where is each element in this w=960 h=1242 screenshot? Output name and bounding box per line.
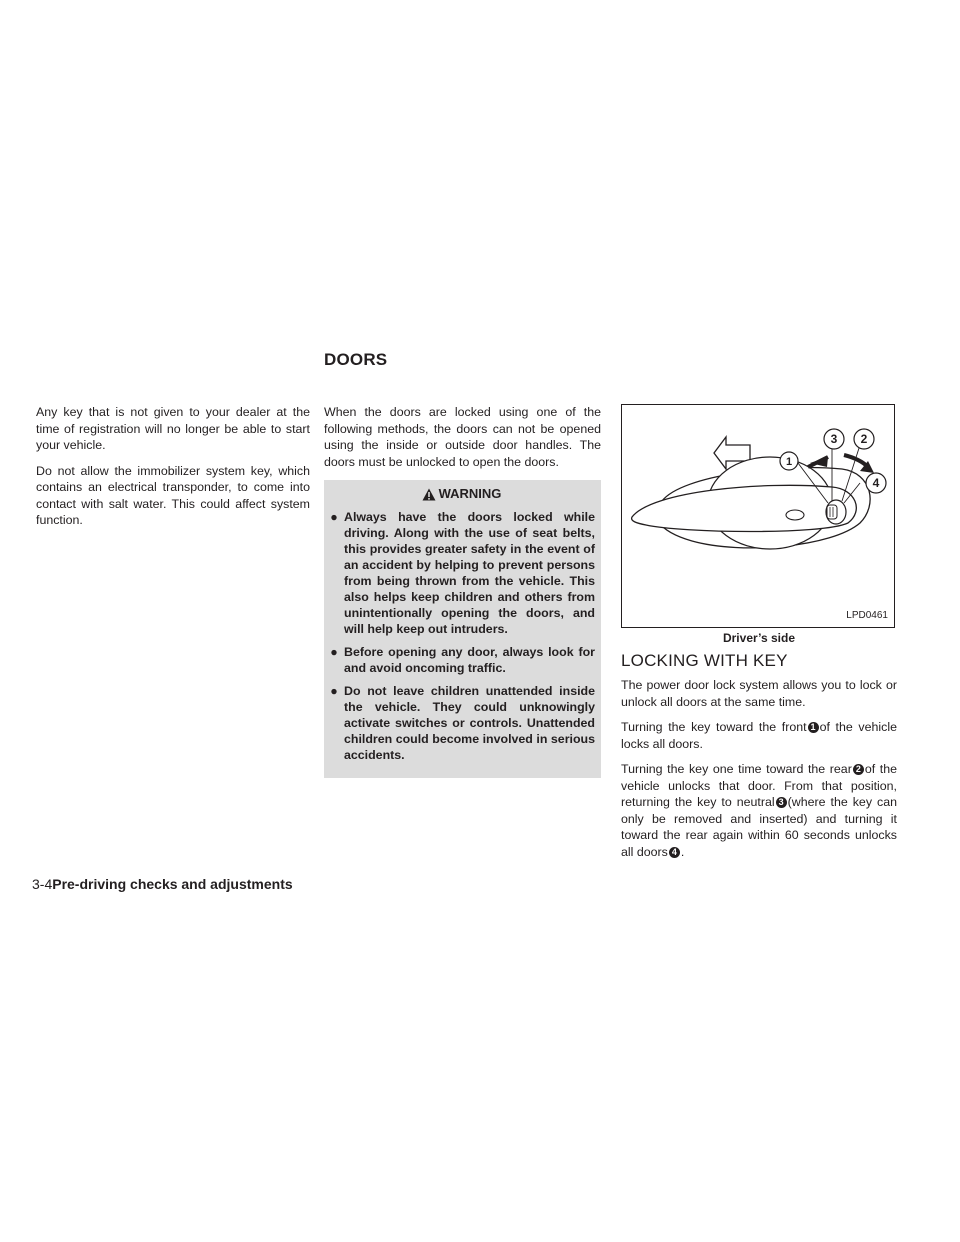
subsection-heading: LOCKING WITH KEY: [621, 650, 788, 670]
door-handle-illustration: [622, 405, 894, 627]
warning-item: [324, 509, 599, 637]
paragraph-lock-front: [621, 719, 897, 752]
circled-number: 3: [776, 797, 787, 808]
chapter-title: Pre-driving checks and adjustments: [52, 876, 293, 892]
paragraph-doors-locked: When the doors are locked using one of the following methods, the doors can not be opened using the inside or outside door handles. The doors must be unlocked to open the doors.: [324, 405, 601, 469]
callout-4: 4: [872, 476, 880, 490]
warning-triangle-icon: [422, 488, 436, 501]
circled-number: 4: [669, 847, 680, 858]
warning-item: [324, 683, 599, 763]
paragraph-power-lock: The power door lock system allows you to lock or unlock all doors at the same time.: [621, 678, 897, 709]
warning-item-text: Do not leave children unattended inside the vehicle. They could unknowingly activate switches or controls. Unattended children could become involved in serious accidents.: [344, 684, 595, 762]
text-run: Turning the key one time toward the rear: [621, 762, 852, 776]
text-run: of the vehicle unlocks that door. From that position, returning the key to neutral: [621, 762, 897, 809]
text-run: Turning the key toward the front: [621, 720, 807, 734]
warning-item-text: Always have the doors locked while driving. Along with the use of seat belts, this provides greater safety in the event of an accident by helping to prevent persons from being thrown from the vehicle. This also helps keep children and others from unintentionally opening the doors, and will help keep out intruders.: [344, 510, 595, 636]
warning-item-text: Before opening any door, always look for and avoid oncoming traffic.: [344, 645, 595, 675]
callout-1: 1: [785, 456, 793, 468]
bullet-icon: ●: [330, 645, 338, 659]
callout-3: 3: [830, 432, 838, 446]
column-right: [621, 404, 897, 869]
callout-2: 2: [860, 432, 868, 446]
text-run: of the vehicle locks all doors.: [621, 720, 898, 751]
column-middle: [324, 404, 601, 778]
column-left: [36, 404, 310, 538]
warning-title: WARNING: [438, 486, 502, 501]
warning-item: [324, 644, 599, 676]
page-footer: [32, 876, 293, 892]
text-run: .: [680, 844, 685, 859]
circled-number: 1: [808, 722, 819, 733]
warning-box: [324, 480, 601, 778]
circled-number: 2: [853, 764, 864, 775]
figure-caption: Driver’s side: [722, 631, 796, 645]
section-title: DOORS: [324, 350, 388, 369]
paragraph-key-registration: Any key that is not given to your dealer at the time of registration will no longer be able to start your vehicle.: [36, 405, 310, 452]
paragraph-salt-water: Do not allow the immobilizer system key, which contains an electrical transponder, to come into contact with salt water. This could affect system function.: [36, 463, 310, 527]
page-number: 3-4: [32, 876, 53, 892]
bullet-icon: ●: [330, 684, 338, 698]
warning-header: [324, 486, 599, 502]
bullet-icon: ●: [330, 510, 338, 524]
door-handle-figure: [621, 404, 895, 628]
paragraph-unlock-rear: [621, 761, 897, 860]
text-run: (where the key can only be removed and inserted) and turning it toward the rear again within 60 seconds unlocks all doors: [621, 795, 897, 859]
figure-code: LPD0461: [846, 609, 888, 621]
